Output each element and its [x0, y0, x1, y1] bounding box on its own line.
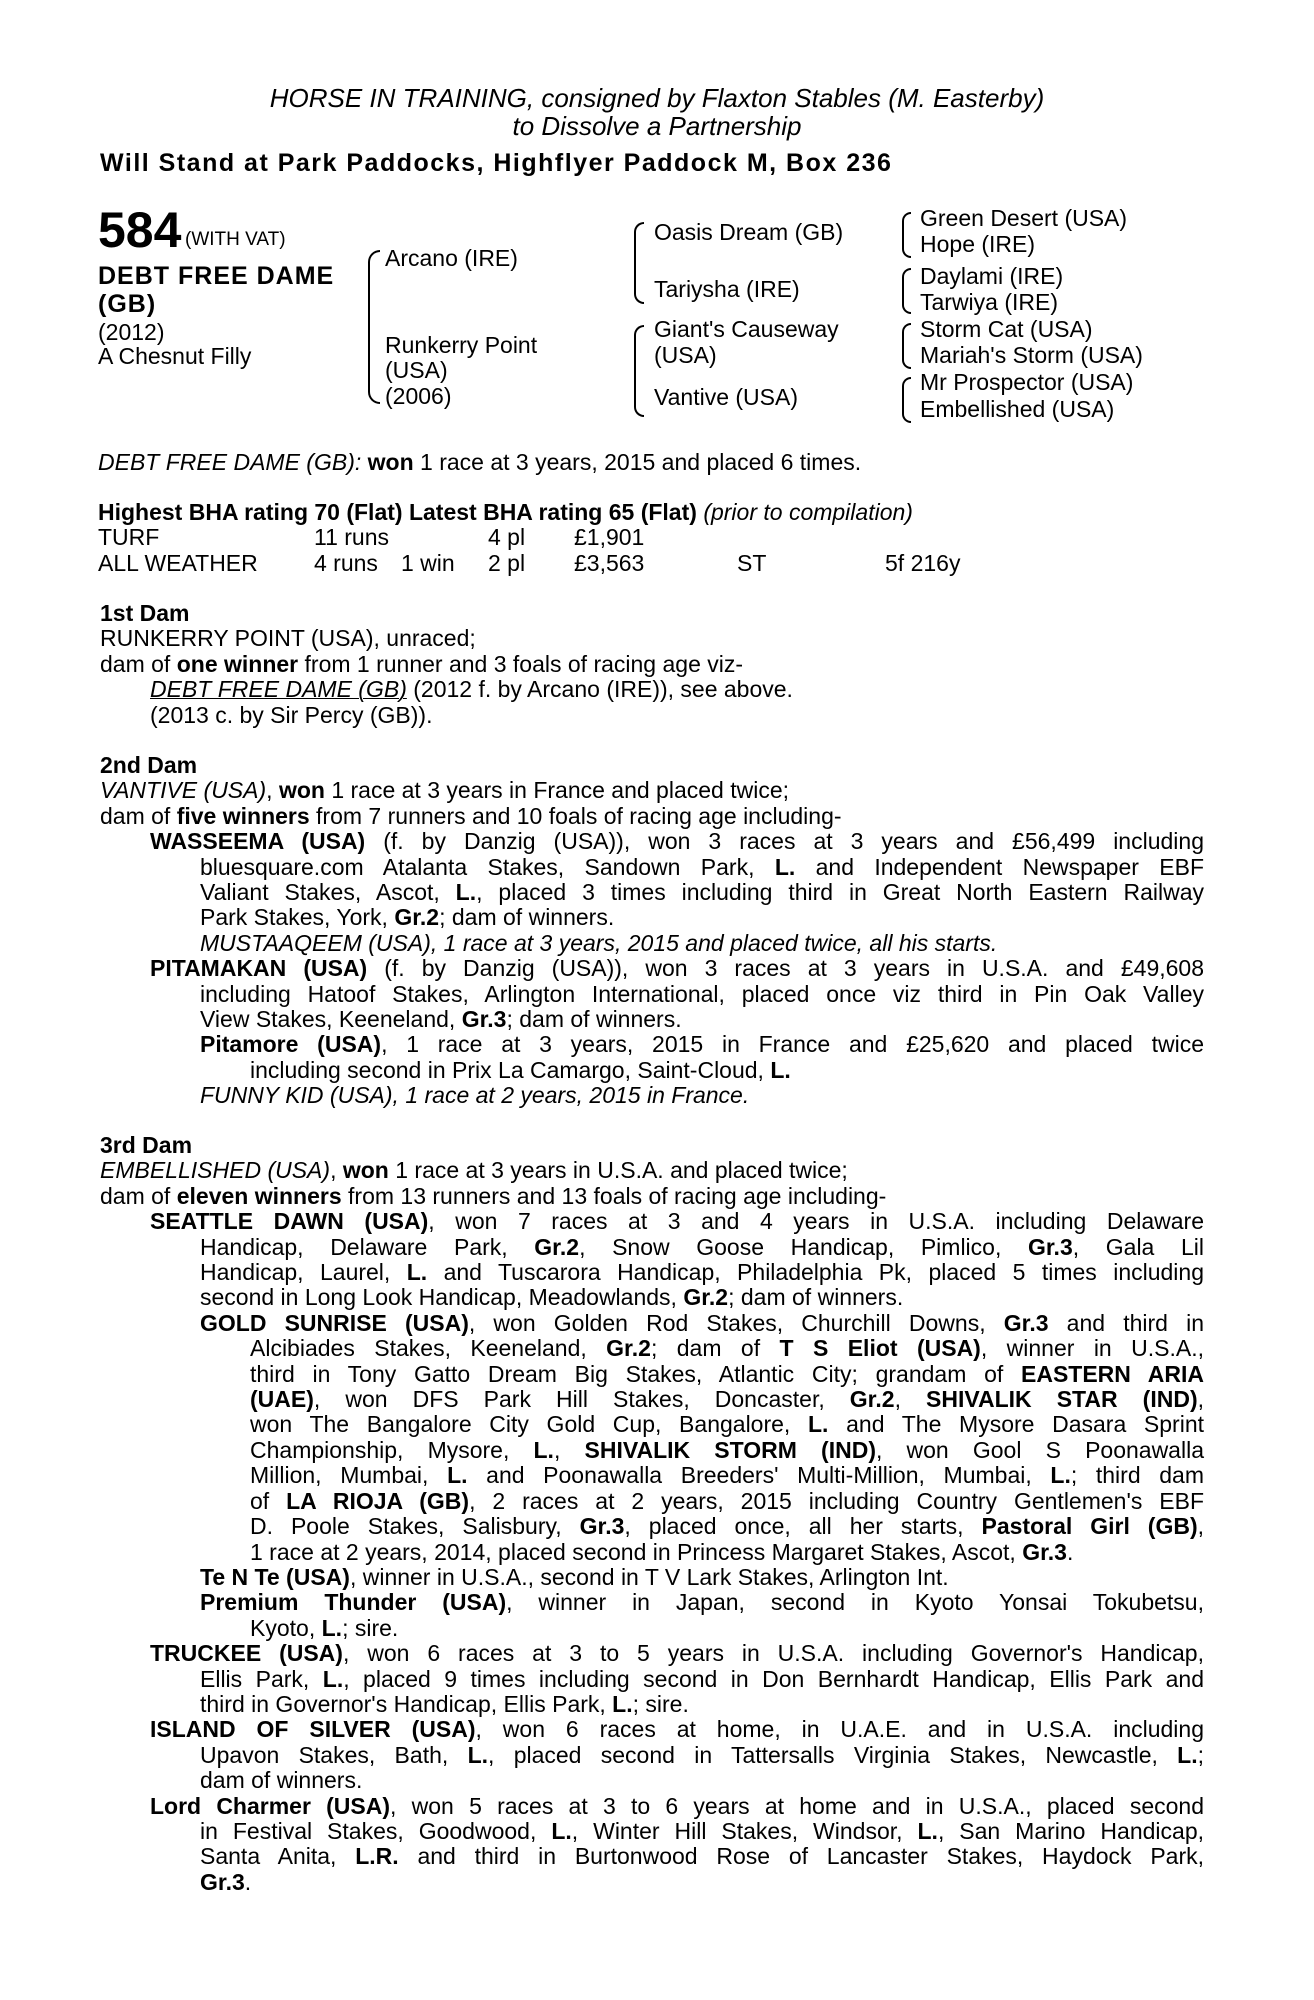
stabling-line: Will Stand at Park Paddocks, Highflyer Paddock M, Box 236	[100, 149, 893, 177]
second-dam-title: 2nd Dam	[100, 752, 198, 778]
vat-note: (WITH VAT)	[185, 229, 286, 250]
record-aw-distance: 5f 216y	[885, 550, 961, 576]
second-dam-section: 2nd Dam VANTIVE (USA), won 1 race at 3 years in France and placed twice; dam of five winners from 7 runners and 10 foals of racing age including- WASSEEMA (USA) (f. by Danzig (USA)), won 3 races at 3 years and £56,499 including bluesquare.com Atalanta Stakes, Sandown Park, L. and Independent Newspaper EBF Valiant Stakes, Ascot, L., placed 3 times including third in Great North Eastern Railway Park Stakes, York, Gr.2; dam of winners. MUSTAAQEEM (USA), 1 race at 3 years, 2015 and placed twice, all his starts. PITAMAKAN (USA) (f. by Danzig (USA)), won 3 races at 3 years in U.S.A. and £49,608 including Hatoof Stakes, Arlington International, placed once viz third in Pin Oak Valley View Stakes, Keeneland, Gr.3; dam of winners. Pitamore (USA), 1 race at 3 years, 2015 in France and £25,620 and placed twice including second in Prix La Camargo, Saint-Cloud, L. FUNNY KID (USA), 1 race at 2 years, 2015 in France.	[100, 752, 1205, 1109]
horse-country: (GB)	[98, 290, 157, 318]
bha-ratings: Highest BHA rating 70 (Flat) Latest BHA rating 65 (Flat) (prior to compilation)	[98, 499, 913, 525]
consignor-subline: to Dissolve a Partnership	[512, 111, 802, 141]
record-turf-surface: TURF	[98, 524, 160, 550]
pedigree-dam: Runkerry Point	[385, 332, 538, 358]
pedigree-dam-year: (2006)	[385, 383, 452, 409]
race-summary: DEBT FREE DAME (GB): won 1 race at 3 years, 2015 and placed 6 times.	[98, 449, 862, 475]
third-dam-title: 3rd Dam	[100, 1132, 193, 1158]
sire-bracket	[368, 250, 380, 404]
pedigree-sire-dam: Tariysha (IRE)	[654, 276, 800, 302]
pedigree-dam-dam: Vantive (USA)	[654, 384, 799, 410]
record-turf-runs: 11 runs	[314, 524, 390, 550]
pedigree-sire: Arcano (IRE)	[385, 245, 518, 271]
pedigree-ssd: Hope (IRE)	[920, 231, 1036, 257]
lot-number: 584	[98, 202, 182, 258]
pedigree-sss: Green Desert (USA)	[920, 205, 1128, 231]
foaling-year: (2012)	[98, 319, 165, 345]
gen3-bracket-1	[902, 212, 911, 258]
record-aw-going: ST	[737, 550, 767, 576]
record-aw-runs: 4 runs	[314, 550, 378, 576]
pedigree-dam-sire-country: (USA)	[654, 342, 717, 368]
pedigree-dds: Mr Prospector (USA)	[920, 369, 1134, 395]
pedigree-dam-sire: Giant's Causeway	[654, 316, 839, 342]
record-turf-earnings: £1,901	[574, 524, 645, 550]
first-dam-title: 1st Dam	[100, 600, 190, 626]
sire-line-bracket	[634, 222, 644, 304]
record-aw-earnings: £3,563	[574, 550, 645, 576]
dam-line-bracket	[634, 325, 644, 417]
pedigree-dss: Storm Cat (USA)	[920, 316, 1093, 342]
consignor-line: HORSE IN TRAINING, consigned by Flaxton Stables (M. Easterby)	[269, 83, 1045, 113]
horse-description: A Chesnut Filly	[98, 343, 252, 369]
record-aw-surface: ALL WEATHER	[98, 550, 258, 576]
pedigree-dam-country: (USA)	[385, 357, 448, 383]
pedigree-sds: Daylami (IRE)	[920, 263, 1064, 289]
gen3-bracket-2	[902, 268, 911, 314]
horse-name: DEBT FREE DAME	[98, 262, 335, 290]
pedigree-sdd: Tarwiya (IRE)	[920, 289, 1059, 315]
pedigree-ddd: Embellished (USA)	[920, 396, 1115, 422]
record-aw-wins: 1 win	[401, 550, 455, 576]
third-dam-section: 3rd Dam EMBELLISHED (USA), won 1 race at 3 years in U.S.A. and placed twice; dam of eleven winners from 13 runners and 13 foals of racing age including- SEATTLE DAWN (USA), won 7 races at 3 and 4 years in U.S.A. including Delaware Handicap, Delaware Park, Gr.2, Snow Goose Handicap, Pimlico, Gr.3, Gala Lil Handicap, Laurel, L. and Tuscarora Handicap, Philadelphia Pk, placed 5 times including second in Long Look Handicap, Meadowlands, Gr.2; dam of winners. GOLD SUNRISE (USA), won Golden Rod Stakes, Churchill Downs, Gr.3 and third in Alcibiades Stakes, Keeneland, Gr.2; dam of T S Eliot (USA), winner in U.S.A., third in Tony Gatto Dream Big Stakes, Atlantic City; grandam of EASTERN ARIA (UAE), won DFS Park Hill Stakes, Doncaster, Gr.2, SHIVALIK STAR (IND), won The Bangalore City Gold Cup, Bangalore, L. and The Mysore Dasara Sprint Championship, Mysore, L., SHIVALIK STORM (IND), won Gool S Poonawalla Million, Mumbai, L. and Poonawalla Breeders' Multi-Million, Mumbai, L.; third dam of LA RIOJA (GB), 2 races at 2 years, 2015 including Country Gentlemen's EBF D. Poole Stakes, Salisbury, Gr.3, placed once, all her starts, Pastoral Girl (GB), 1 race at 2 years, 2014, placed second in Princess Margaret Stakes, Ascot, Gr.3. Te N Te (USA), winner in U.S.A., second in T V Lark Stakes, Arlington Int. Premium Thunder (USA), winner in Japan, second in Kyoto Yonsai Tokubetsu, Kyoto, L.; sire. TRUCKEE (USA), won 6 races at 3 to 5 years in U.S.A. including Governor's Handicap, Ellis Park, L., placed 9 times including second in Don Bernhardt Handicap, Ellis Park and third in Governor's Handicap, Ellis Park, L.; sire. ISLAND OF SILVER (USA), won 6 races at home, in U.A.E. and in U.S.A. including Upavon Stakes, Bath, L., placed second in Tattersalls Virginia Stakes, Newcastle, L.; dam of winners. Lord Charmer (USA), won 5 races at 3 to 6 years at home and in U.S.A., placed second in Festival Stakes, Goodwood, L., Winter Hill Stakes, Windsor, L., San Marino Handicap, Santa Anita, L.R. and third in Burtonwood Rose of Lancaster Stakes, Haydock Park, Gr.3.	[100, 1132, 1205, 1895]
first-dam-section: 1st Dam RUNKERRY POINT (USA), unraced; dam of one winner from 1 runner and 3 foals of racing age viz- DEBT FREE DAME (GB) (2012 f. by Arcano (IRE)), see above. (2013 c. by Sir Percy (GB)).	[100, 601, 1204, 728]
pedigree-sire-sire: Oasis Dream (GB)	[654, 219, 844, 245]
gen3-bracket-4	[902, 377, 911, 423]
record-aw-placed: 2 pl	[488, 550, 526, 576]
record-turf-placed: 4 pl	[488, 524, 526, 550]
pedigree-dsd: Mariah's Storm (USA)	[920, 342, 1143, 368]
gen3-bracket-3	[902, 323, 911, 369]
